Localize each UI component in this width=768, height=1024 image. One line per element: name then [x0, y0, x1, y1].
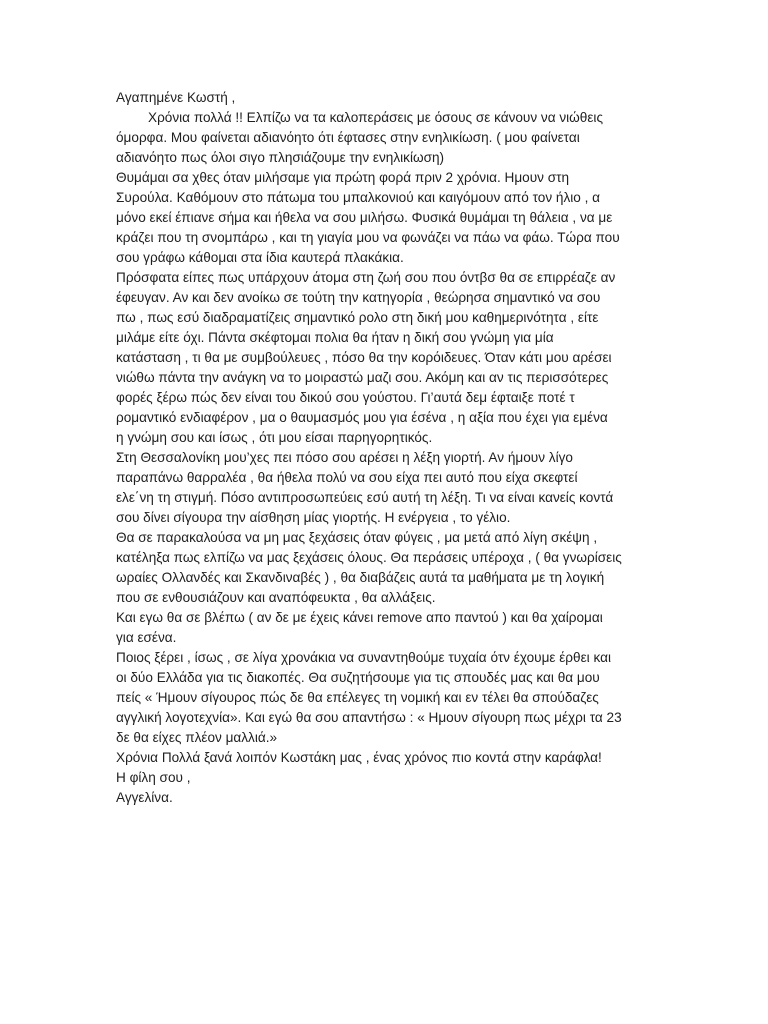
letter-line: σου δίνει σίγουρα την αίσθηση μίας γιορτής. Η ενέργεια , το γέλιο. — [116, 510, 511, 525]
letter-line: Πρόσφατα είπες πως υπάρχουν άτομα στη ζωή σου που όντβσ θα σε επιρρέαζε αν — [116, 270, 616, 285]
letter-line: νιώθω πάντα την ανάγκη να το μοιραστώ μαζι σου. Ακόμη και αν τις περισσότερες — [116, 370, 609, 385]
letter-line: ρομαντικό ενδιαφέρον , μα ο θαυμασμός μου για έσένα , η αξία που έχει για εμένα — [116, 410, 608, 425]
letter-line: ελε΄νη τη στιγμή. Πόσο αντιπροσωπεύεις εσύ αυτή τη λέξη. Τι να είναι κανείς κοντά — [116, 490, 614, 505]
letter-line: έφευγαν. Αν και δεν ανοίκω σε τούτη την κατηγορία , θεώρησα σημαντικό να σου — [116, 290, 601, 305]
letter-line: πείς « Ήμουν σίγουρος πώς δε θα επέλεγες τη νομική και εν τέλει θα σπούδαζες — [116, 690, 599, 705]
letter-line: παραπάνω θαρραλέα , θα ήθελα πολύ να σου είχα πει αυτό που είχα σκεφτεί — [116, 470, 578, 485]
letter-line: δε θα είχες πλέον μαλλιά.» — [116, 730, 278, 745]
letter-line: Ποιος ξέρει , ίσως , σε λίγα χρονάκια να συναντηθούμε τυχαία ότν έχουμε έρθει και — [116, 650, 611, 665]
letter-line: Θα σε παρακαλούσα να μη μας ξεχάσεις όταν φύγεις , μα μετά από λίγη σκέψη , — [116, 530, 598, 545]
letter-line: μιλάμε είτε όχι. Πάντα σκέφτομαι πολια θα ήταν η δική σου γνώμη για μία — [116, 330, 554, 345]
letter-line: κατάσταση , τι θα με συμβούλευες , πόσο θα την κορόιδευες. Όταν κάτι μου αρέσει — [116, 350, 612, 365]
letter-line: αδιανόητο πως όλοι σιγο πλησιάζουμε την ενηλικίωση) — [116, 150, 445, 165]
letter-line: κατέληξα πως ελπίζω να μας ξεχάσεις όλους. Θα περάσεις υπέροχα , ( θα γνωρίσεις — [116, 550, 622, 565]
letter-line: Χρόνια Πολλά ξανά λοιπόν Κωστάκη μας , ένας χρόνος πιο κοντά στην καράφλα! — [116, 750, 602, 765]
letter-line: Θυμάμαι σα χθες όταν μιλήσαμε για πρώτη φορά πριν 2 χρόνια. Ημουν στη — [116, 170, 570, 185]
letter-line: αγγλική λογοτεχνία». Και εγώ θα σου απαντήσω : « Ημουν σίγουρη πως μέχρι τα 23 — [116, 710, 622, 725]
letter-line: Αγαπημένε Κωστή , — [116, 90, 236, 105]
letter-line: μόνο εκεί έπιανε σήμα και ήθελα να σου μιλήσω. Φυσικά θυμάμαι τη θάλεια , να με — [116, 210, 613, 225]
letter-line: Συρούλα. Καθόμουν στο πάτωμα του μπαλκονιού και καιγόμουν από τον ήλιο , α — [116, 190, 601, 205]
letter-line: Χρόνια πολλά !! Ελπίζω να τα καλοπεράσεις με όσους σε κάνουν να νιώθεις — [148, 110, 603, 125]
letter-line: που σε ενθουσιάζουν και αναπόφευκτα , θα αλλάξεις. — [116, 590, 436, 605]
letter-line: Αγγελίνα. — [116, 790, 173, 805]
letter-line: οι δύο Ελλάδα για τις διακοπές. Θα συζητήσουμε για τις σπουδές μας και θα μου — [116, 670, 600, 685]
letter-line: Στη Θεσσαλονίκη μου’χες πει πόσο σου αρέσει η λέξη γιορτή. Αν ήμουν λίγο — [116, 450, 573, 465]
letter-line: Και εγω θα σε βλέπω ( αν δε με έχεις κάνει remove απο παντού ) και θα χαίρομαι — [116, 610, 603, 625]
letter-line: πω , πως εσύ διαδραματίζεις σημαντικό ρολο στη δική μου καθημερινότητα , είτε — [116, 310, 599, 325]
letter-line: φορές ξέρω πώς δεν είναι του δικού σου γούστου. Γι’αυτά δεμ έφταιξε ποτέ τ — [116, 390, 575, 405]
letter-line: κράζει που τη σνομπάρω , και τη γιαγία μου να φωνάζει να πάω να φάω. Τώρα που — [116, 230, 620, 245]
letter-line: σου γράφω κάθομαι στα ίδια καυτερά πλακάκια. — [116, 250, 404, 265]
letter-line: όμορφα. Μου φαίνεται αδιανόητο ότι έφτασες στην ενηλικίωση. ( μου φαίνεται — [116, 130, 580, 145]
letter-line: η γνώμη σου και ίσως , ότι μου είσαι παρηγορητικός. — [116, 430, 433, 445]
letter-line: για εσένα. — [116, 630, 177, 645]
letter-line: ωραίες Ολλανδές και Σκανδιναβές ) , θα διαβάζεις αυτά τα μαθήματα με τη λογική — [116, 570, 605, 585]
letter-line: Η φίλη σου , — [116, 770, 191, 785]
